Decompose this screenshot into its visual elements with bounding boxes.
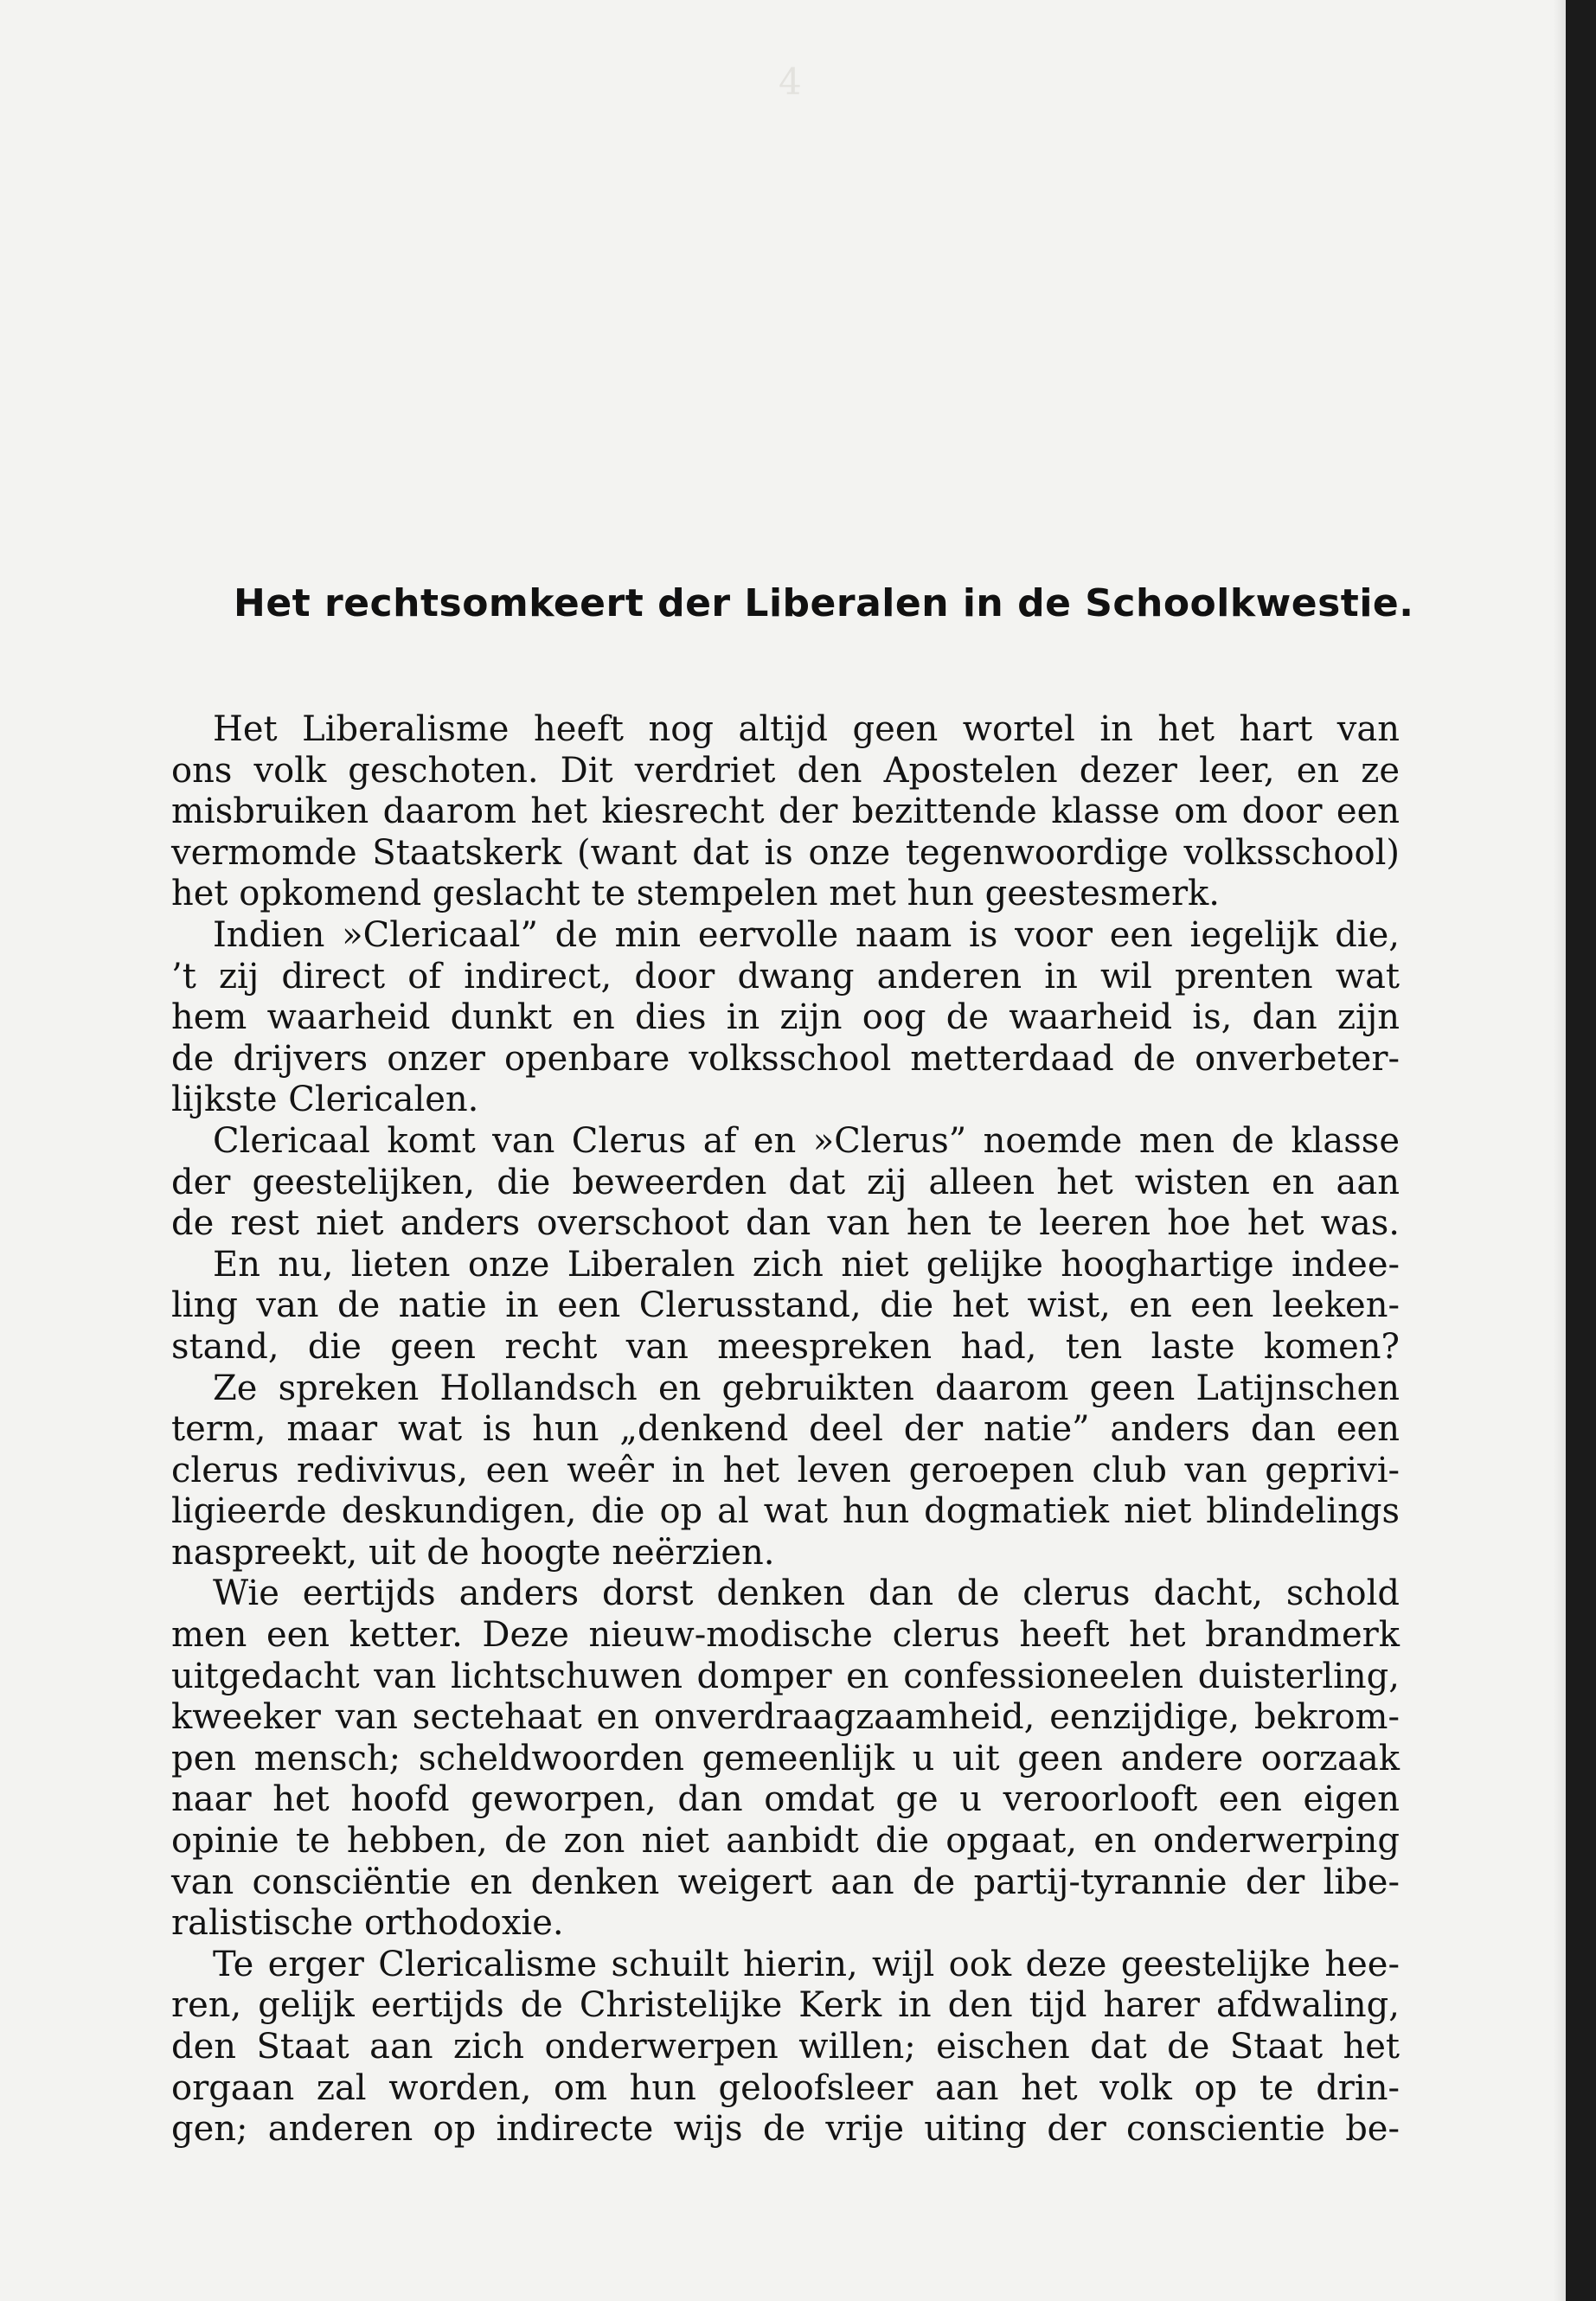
text-line: ’t zij direct of indirect, door dwang anderen in wil prenten wat xyxy=(171,956,1400,997)
text-line: de rest niet anders overschoot dan van hen te leeren hoe het was. xyxy=(171,1203,1400,1244)
text-line: naar het hoofd geworpen, dan omdat ge u veroorlooft een eigen xyxy=(171,1779,1400,1820)
text-line: ren, gelijk eertijds de Christelijke Kerk in den tijd harer afdwaling, xyxy=(171,1985,1400,2026)
text-line: van consciëntie en denken weigert aan de partij-tyrannie der libe- xyxy=(171,1862,1400,1902)
text-line: men een ketter. Deze nieuw-modische clerus heeft het brandmerk xyxy=(171,1615,1400,1656)
text-line: misbruiken daarom het kiesrecht der bezittende klasse om door een xyxy=(171,792,1400,832)
text-line: ling van de natie in een Clerusstand, die het wist, en een leeken- xyxy=(171,1285,1400,1326)
text-line: orgaan zal worden, om hun geloofsleer aan het volk op te drin- xyxy=(171,2067,1400,2108)
text-line: gen; anderen op indirecte wijs de vrije uiting der conscientie be- xyxy=(171,2109,1400,2150)
text-line: clerus redivivus, een weêr in het leven geroepen club van geprivi- xyxy=(171,1450,1400,1490)
text-line: ligieerde deskundigen, die op al wat hun dogmatiek niet blindelings xyxy=(171,1491,1400,1532)
text-line: den Staat aan zich onderwerpen willen; eischen dat de Staat het xyxy=(171,2027,1400,2067)
text-line: de drijvers onzer openbare volksschool metterdaad de onverbeter- xyxy=(171,1038,1400,1079)
text-line: term, maar wat is hun „denkend deel der natie” anders dan een xyxy=(171,1409,1400,1450)
text-line: kweeker van sectehaat en onverdraagzaamheid, eenzijdige, bekrom- xyxy=(171,1697,1400,1738)
text-line: der geestelijken, die beweerden dat zij alleen het wisten en aan xyxy=(171,1162,1400,1202)
text-line: Te erger Clericalisme schuilt hierin, wijl ook deze geestelijke hee- xyxy=(213,1944,1400,1984)
text-line: Ze spreken Hollandsch en gebruikten daarom geen Latijnschen xyxy=(213,1368,1400,1408)
text-line: stand, die geen recht van meespreken had, ten laste komen? xyxy=(171,1326,1400,1367)
text-line: naspreekt, uit de hoogte neërzien. xyxy=(171,1532,775,1573)
text-line: Het Liberalisme heeft nog altijd geen wortel in het hart van xyxy=(213,709,1400,749)
page-title: Het rechtsomkeert der Liberalen in de Schoolkwestie. xyxy=(234,581,1414,625)
text-line: En nu, lieten onze Liberalen zich niet gelijke hooghartige indee- xyxy=(213,1244,1400,1285)
text-line: het opkomend geslacht te stempelen met hun geestesmerk. xyxy=(171,874,1221,914)
text-line: ons volk geschoten. Dit verdriet den Apostelen dezer leer, en ze xyxy=(171,750,1400,791)
text-line: vermomde Staatskerk (want dat is onze tegenwoordige volksschool) xyxy=(171,832,1400,873)
text-line: uitgedacht van lichtschuwen domper en confessioneelen duisterling, xyxy=(171,1656,1400,1696)
text-line: ralistische orthodoxie. xyxy=(171,1903,564,1944)
text-line: Wie eertijds anders dorst denken dan de clerus dacht, schold xyxy=(213,1574,1400,1614)
text-line: Clericaal komt van Clerus af en »Clerus” noemde men de klasse xyxy=(213,1120,1400,1161)
page-number: 4 xyxy=(779,61,802,103)
text-line: hem waarheid dunkt en dies in zijn oog de waarheid is, dan zijn xyxy=(171,997,1400,1038)
text-line: pen mensch; scheldwoorden gemeenlijk u uit geen andere oorzaak xyxy=(171,1738,1400,1779)
text-line: lijkste Clericalen. xyxy=(171,1080,479,1120)
text-line: Indien »Clericaal” de min eervolle naam is voor een iegelijk die, xyxy=(213,914,1400,955)
text-line: opinie te hebben, de zon niet aanbidt die opgaat, en onderwerping xyxy=(171,1821,1400,1862)
page-edge-shadow xyxy=(1566,0,1596,2301)
body-text xyxy=(171,709,1400,2150)
